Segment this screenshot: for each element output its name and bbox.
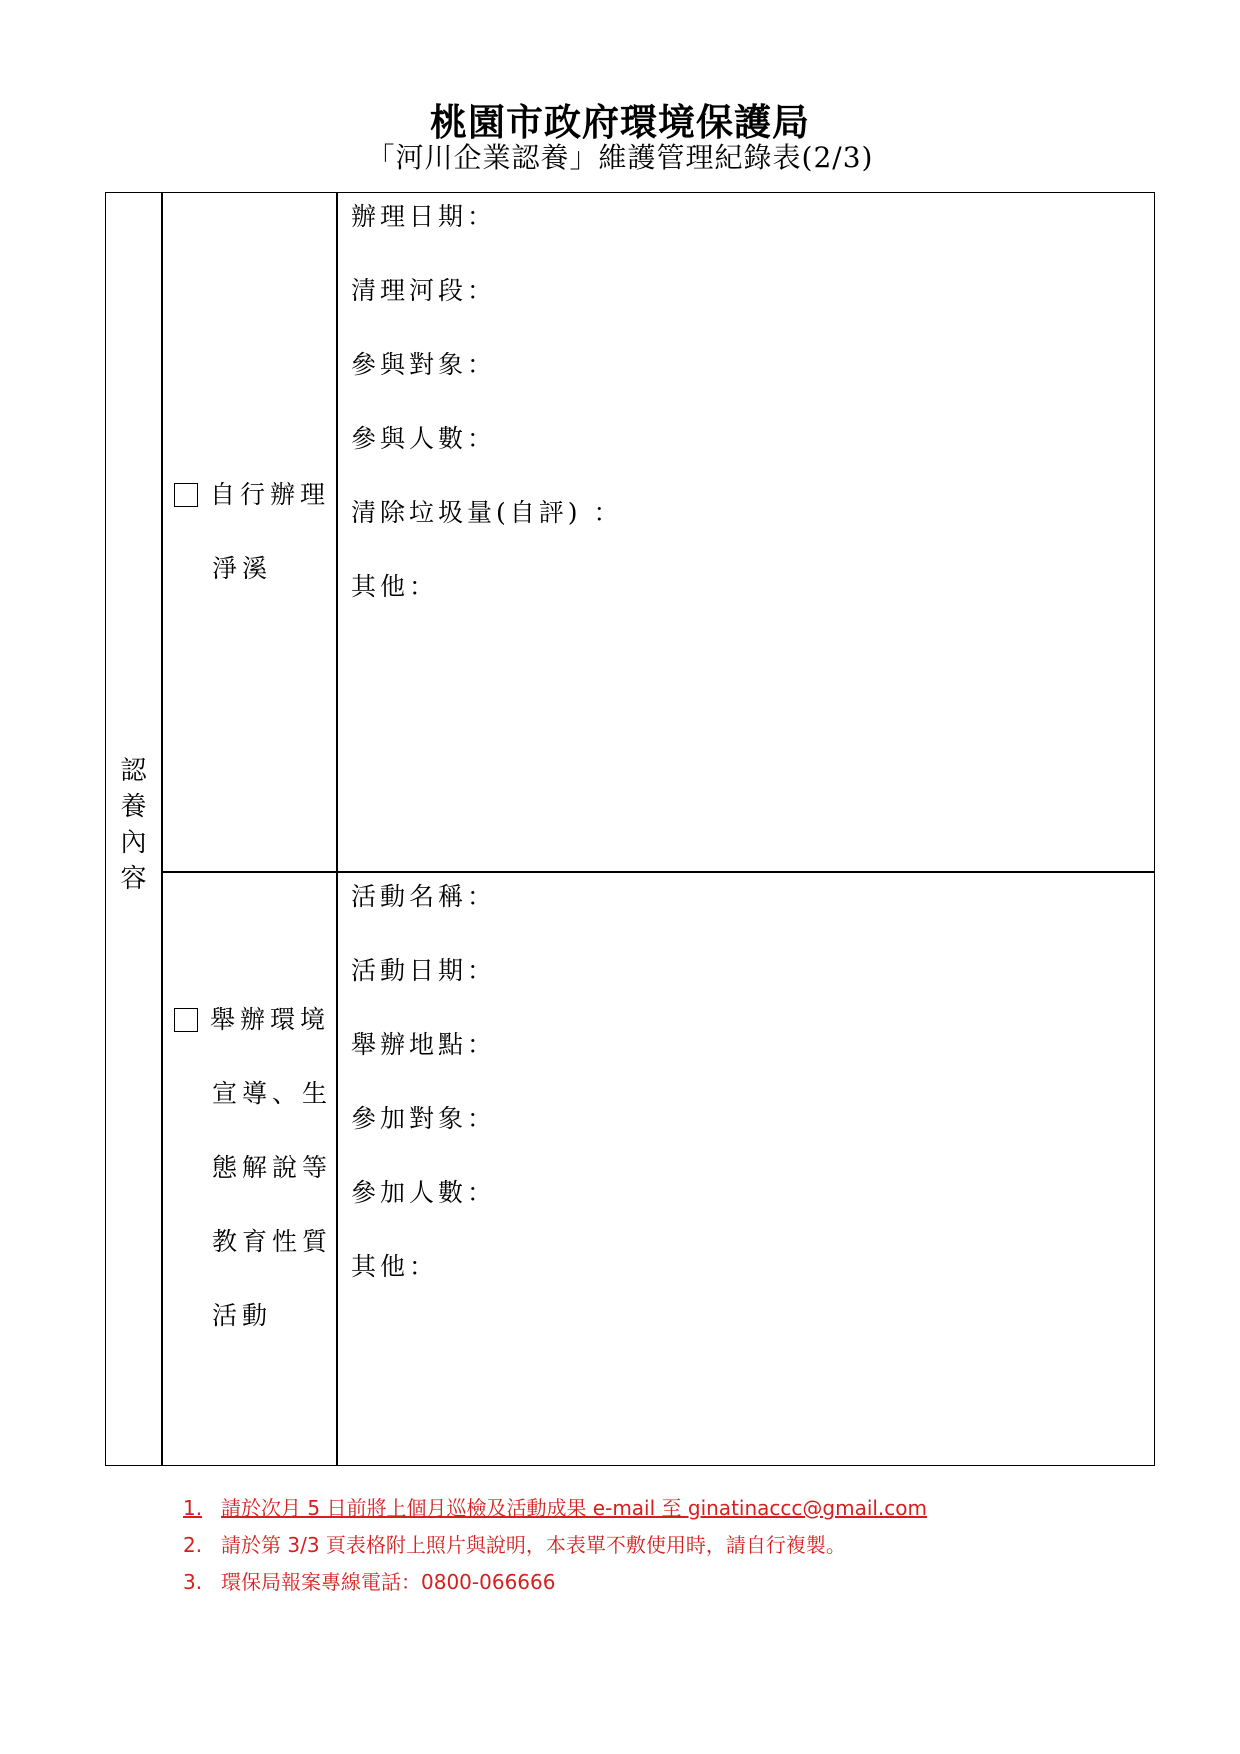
category-char: 容 xyxy=(120,864,147,894)
field-river-section[interactable]: 清理河段： xyxy=(351,276,497,305)
option-text: 舉辦環境 xyxy=(210,1005,331,1034)
field-participants[interactable]: 參與對象： xyxy=(351,350,497,379)
option-text: 教育性質 xyxy=(212,1227,333,1256)
note-item xyxy=(183,1490,927,1527)
notes-list xyxy=(183,1490,927,1601)
self-cleanup-fields xyxy=(351,197,1134,641)
note-text: 請於第 3/3 頁表格附上照片與說明，本表單不敷使用時，請自行複製。 xyxy=(221,1533,846,1557)
option-text: 自行辦理 xyxy=(210,480,331,509)
note-item xyxy=(183,1527,927,1564)
field-other[interactable]: 其他： xyxy=(351,1252,439,1281)
form-subtitle: 「河川企業認養」維護管理紀錄表(2/3) xyxy=(366,141,874,174)
field-event-location[interactable]: 舉辦地點： xyxy=(351,1030,497,1059)
self-cleanup-checkbox[interactable] xyxy=(174,483,198,507)
field-garbage-amount[interactable]: 清除垃圾量(自評) ： xyxy=(351,498,623,527)
field-date[interactable]: 辦理日期： xyxy=(351,202,497,231)
field-event-name[interactable]: 活動名稱： xyxy=(351,882,497,911)
option-text: 態解說等 xyxy=(212,1153,333,1182)
education-event-fields xyxy=(351,877,1134,1321)
note-text[interactable]: 請於次月 5 日前將上個月巡檢及活動成果 e-mail 至 ginatinaccc@gmail.com xyxy=(221,1496,928,1520)
field-event-date[interactable]: 活動日期： xyxy=(351,956,497,985)
section-divider xyxy=(161,871,1154,873)
note-text: 環保局報案專線電話：0800-066666 xyxy=(221,1570,556,1594)
field-attendees[interactable]: 參加對象： xyxy=(351,1104,497,1133)
category-label xyxy=(106,753,161,897)
category-char: 養 xyxy=(120,792,147,822)
category-char: 認 xyxy=(120,756,147,786)
option-text: 淨溪 xyxy=(212,554,273,583)
note-number: 1. xyxy=(183,1496,203,1520)
table-divider xyxy=(161,193,163,1465)
page-title: 桃園市政府環境保護局 xyxy=(430,100,810,144)
option-text: 宣導、生 xyxy=(212,1079,333,1108)
education-event-checkbox[interactable] xyxy=(174,1008,198,1032)
category-char: 內 xyxy=(120,828,147,858)
note-item xyxy=(183,1564,927,1601)
note-number: 3. xyxy=(183,1570,203,1594)
option-text: 活動 xyxy=(212,1301,273,1330)
note-number: 2. xyxy=(183,1533,203,1557)
field-attendee-count[interactable]: 參加人數： xyxy=(351,1178,497,1207)
maintenance-record-table xyxy=(105,192,1155,1466)
option-education-event[interactable] xyxy=(174,1000,344,1370)
option-self-cleanup[interactable] xyxy=(174,475,344,623)
field-participant-count[interactable]: 參與人數： xyxy=(351,424,497,453)
field-other[interactable]: 其他： xyxy=(351,572,439,601)
